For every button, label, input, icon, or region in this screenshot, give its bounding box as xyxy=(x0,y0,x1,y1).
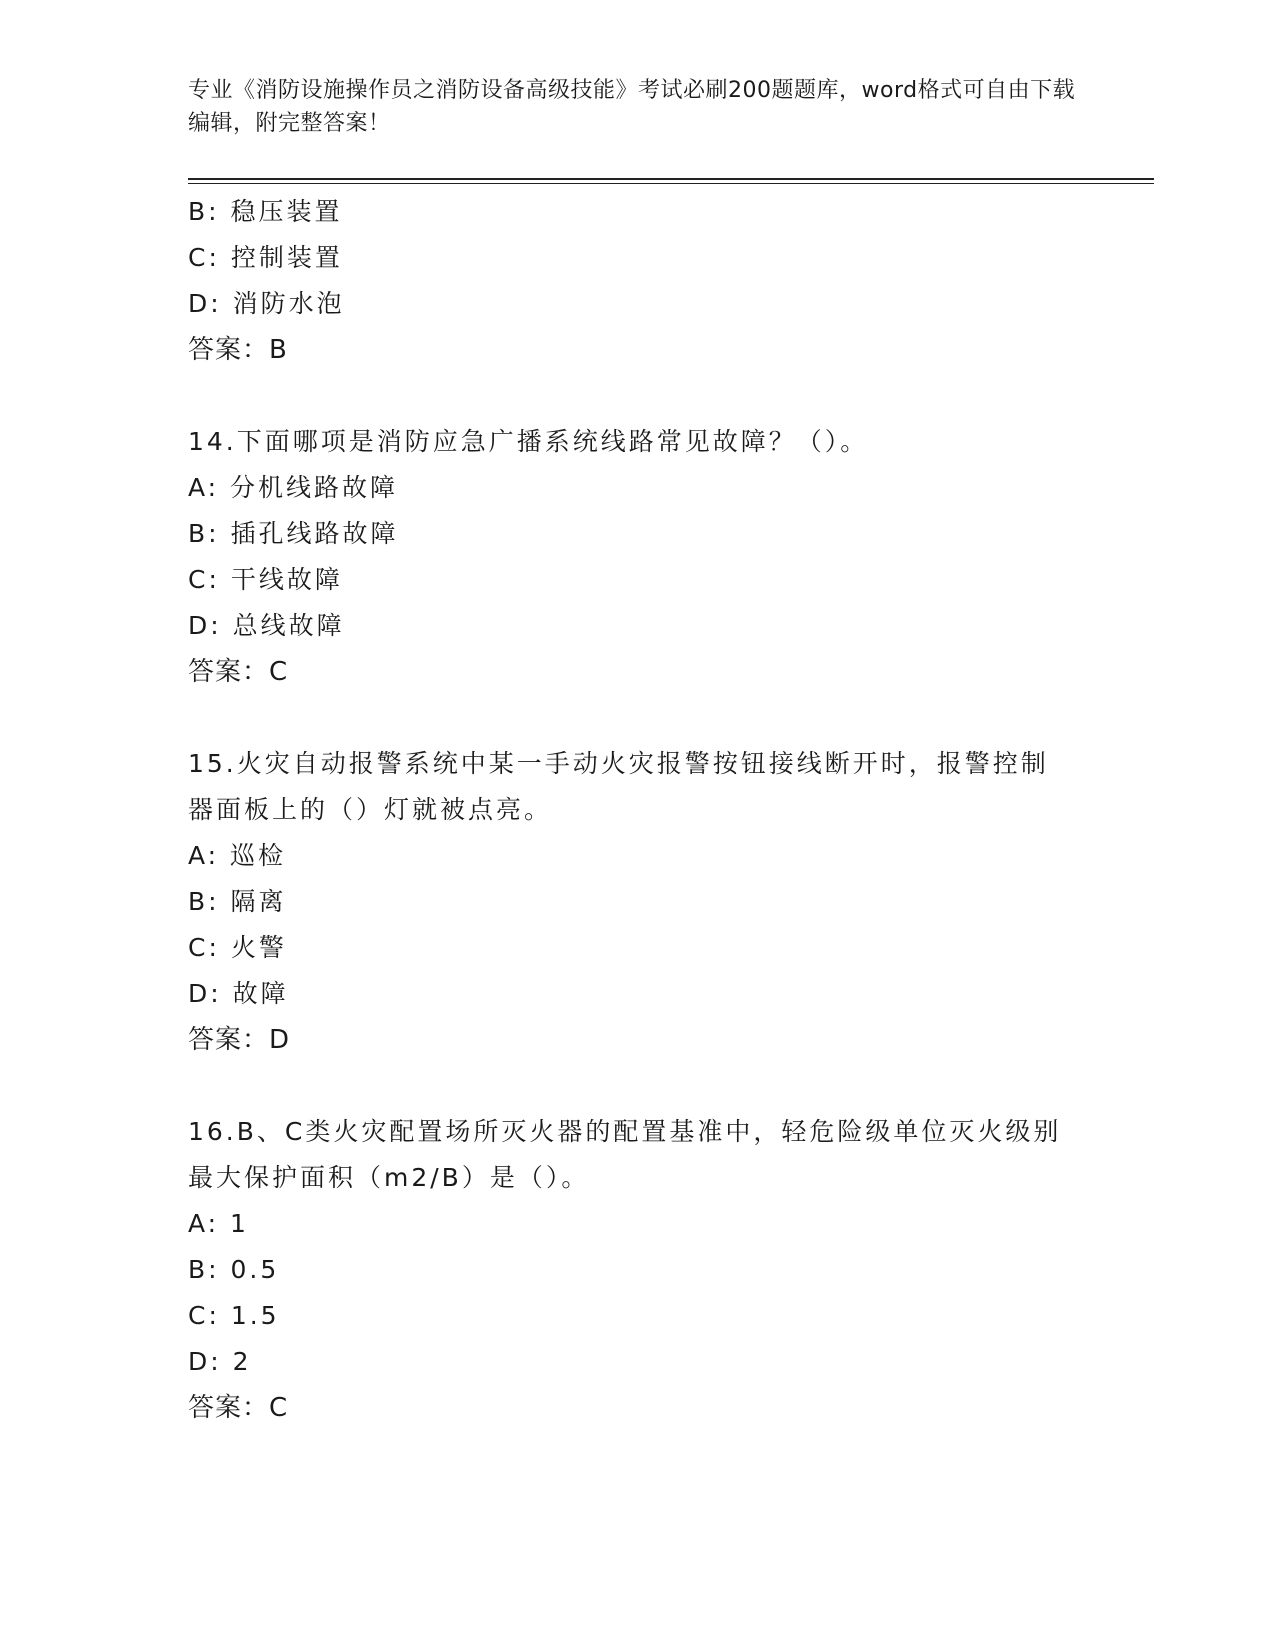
header-rule-thick xyxy=(188,178,1154,180)
question-stem: 14.下面哪项是消防应急广播系统线路常见故障？（）。 xyxy=(188,427,869,456)
question-list xyxy=(188,189,1108,1431)
option-b: B: 0.5 xyxy=(188,1255,280,1284)
question-13 xyxy=(188,189,1108,373)
option-d: D: 总线故障 xyxy=(188,611,345,640)
option-d: D: 消防水泡 xyxy=(188,289,345,318)
answer: 答案：B xyxy=(188,335,288,365)
question-stem-line-1: 15.火灾自动报警系统中某一手动火灾报警按钮接线断开时，报警控制 xyxy=(188,749,1049,778)
option-c: C: 1.5 xyxy=(188,1301,280,1330)
option-d: D: 故障 xyxy=(188,979,289,1008)
option-c: C: 火警 xyxy=(188,933,287,962)
option-c: C: 干线故障 xyxy=(188,565,343,594)
option-c: C: 控制装置 xyxy=(188,243,343,272)
question-stem-line-2: 最大保护面积（m2/B）是（）。 xyxy=(188,1163,590,1192)
option-a: A: 1 xyxy=(188,1209,249,1238)
spacer xyxy=(188,1063,1108,1109)
answer: 答案：C xyxy=(188,657,289,687)
option-b: B: 隔离 xyxy=(188,887,287,916)
question-stem-line-1: 16.B、C类火灾配置场所灭火器的配置基准中，轻危险级单位灭火级别 xyxy=(188,1117,1062,1146)
spacer xyxy=(188,373,1108,419)
option-b: B: 稳压装置 xyxy=(188,197,343,226)
option-b: B: 插孔线路故障 xyxy=(188,519,399,548)
option-a: A: 分机线路故障 xyxy=(188,473,399,502)
option-a: A: 巡检 xyxy=(188,841,287,870)
document-header: 专业《消防设施操作员之消防设备高级技能》考试必刷200题题库，word格式可自由下载编辑，附完整答案！ xyxy=(188,78,1076,136)
question-14 xyxy=(188,419,1108,695)
answer: 答案：D xyxy=(188,1025,291,1055)
header-rule-thin xyxy=(188,183,1154,184)
question-16 xyxy=(188,1109,1108,1431)
option-d: D: 2 xyxy=(188,1347,252,1376)
question-15 xyxy=(188,741,1108,1063)
answer: 答案：C xyxy=(188,1393,289,1423)
question-stem-line-2: 器面板上的（）灯就被点亮。 xyxy=(188,795,553,824)
spacer xyxy=(188,695,1108,741)
